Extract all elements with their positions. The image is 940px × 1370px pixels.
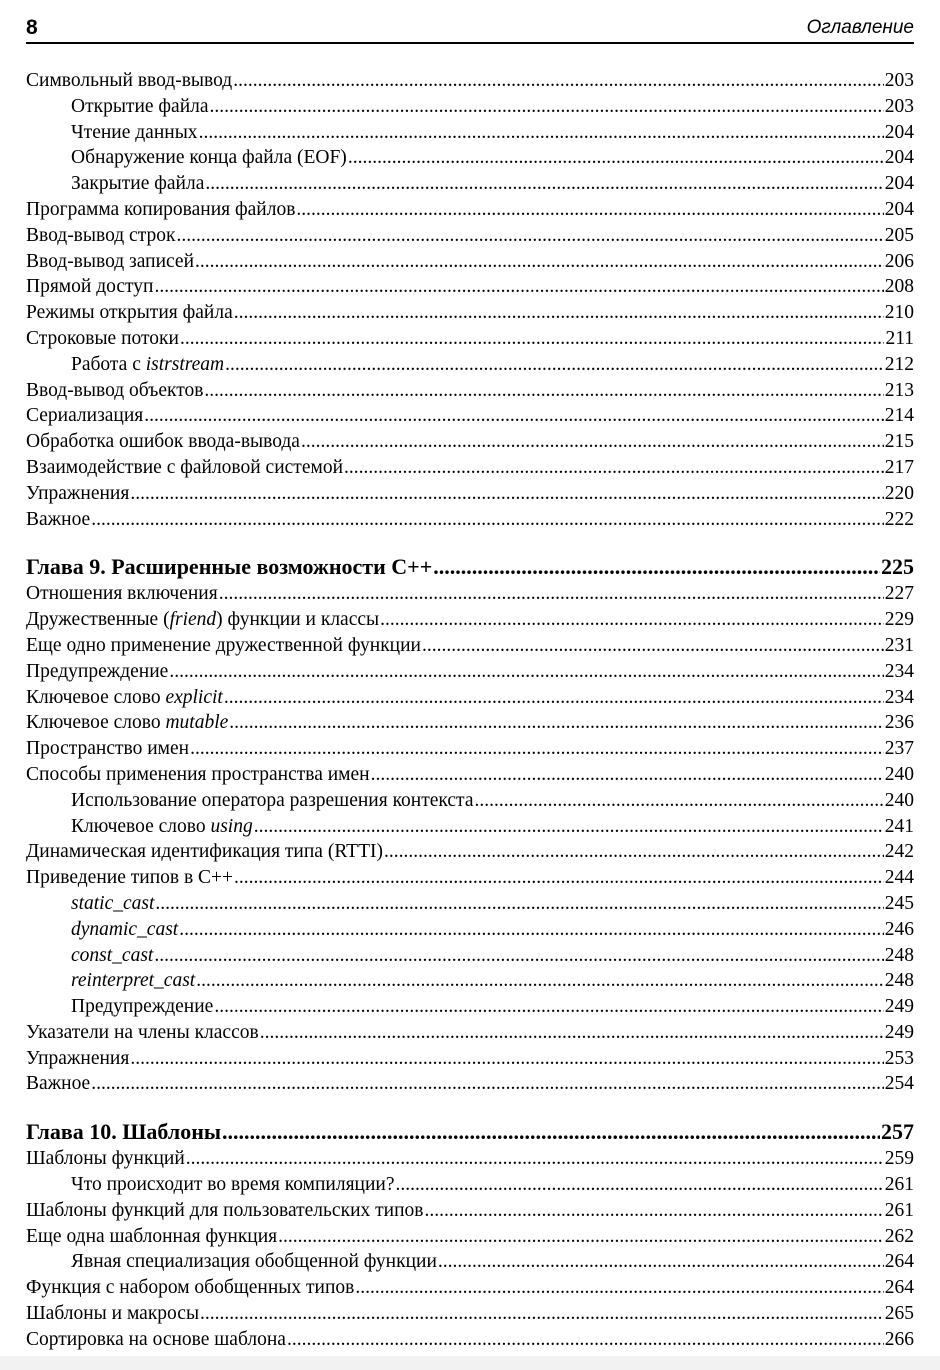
dot-leader [176, 223, 883, 249]
toc-entry-title [71, 917, 178, 943]
toc-subentry[interactable] [26, 994, 914, 1020]
toc-subentry[interactable] [26, 94, 914, 120]
dot-leader [169, 659, 883, 685]
dot-leader [214, 994, 883, 1020]
toc-entry-page: 203 [884, 95, 914, 117]
dot-leader [224, 685, 884, 711]
dot-leader [424, 1198, 883, 1224]
toc-entry-page: 217 [884, 456, 914, 478]
toc-entry-title: Взаимодействие с файловой системой [26, 456, 344, 478]
toc-subentry[interactable] [26, 891, 914, 917]
toc-entry-page: 204 [884, 173, 914, 195]
dot-leader [301, 429, 884, 455]
toc-entry-page: 241 [884, 815, 914, 837]
running-header [26, 14, 914, 44]
toc-entry[interactable] [26, 710, 914, 736]
code-term: dynamic_cast [71, 918, 179, 940]
toc-entry-page: 253 [884, 1047, 914, 1069]
toc-entry-page: 205 [884, 224, 914, 246]
dot-leader [384, 839, 884, 865]
toc-entry-title: Сериализация [26, 405, 144, 427]
dot-leader [287, 1327, 884, 1353]
toc-entry-title: Важное [26, 508, 91, 530]
toc-subentry[interactable] [26, 814, 914, 840]
toc-entry[interactable] [26, 223, 914, 249]
toc-entry-title: Ввод-вывод строк [26, 224, 176, 246]
toc-entry-title: Предупреждение [26, 660, 169, 682]
toc-entry[interactable] [26, 68, 914, 94]
toc-entry-title: Предупреждение [71, 996, 214, 1018]
toc-entry-page: 206 [884, 250, 914, 272]
dot-leader [91, 507, 884, 533]
dot-leader [433, 553, 880, 581]
toc-entry-title: Способы применения пространства имен [26, 763, 370, 785]
dot-leader [438, 1249, 884, 1275]
toc-entry-page: 229 [884, 609, 914, 631]
toc-subentry[interactable] [26, 1249, 914, 1275]
toc-subentry[interactable] [26, 120, 914, 146]
code-term: istrstream [145, 353, 225, 375]
toc-entry-page: 259 [884, 1148, 914, 1170]
dot-leader [179, 917, 884, 943]
toc-entry-page: 215 [884, 431, 914, 453]
toc-entry-title: Открытие файла [71, 95, 209, 117]
toc-page [26, 0, 914, 1370]
toc-entry-title: Сортировка на основе шаблона [26, 1328, 286, 1350]
toc-entry-title: Приведение типов в C++ [26, 867, 234, 889]
dot-leader [222, 1118, 880, 1146]
dot-leader [180, 326, 885, 352]
toc-entry-page: 249 [884, 1021, 914, 1043]
toc-entry[interactable] [26, 1146, 914, 1172]
toc-entry-title [71, 968, 195, 994]
code-term: const_cast [71, 944, 154, 966]
page-number: 8 [26, 16, 38, 39]
toc-entry-page: 240 [884, 763, 914, 785]
chapter-page: 225 [881, 554, 914, 580]
dot-leader [254, 814, 884, 840]
dot-leader [229, 710, 883, 736]
toc-entry-title [71, 352, 224, 378]
dot-leader [155, 891, 883, 917]
toc-entry[interactable] [26, 581, 914, 607]
toc-entry[interactable] [26, 249, 914, 275]
toc-entry-page: 234 [884, 660, 914, 682]
dot-leader [234, 300, 884, 326]
toc-entry[interactable] [26, 326, 914, 352]
toc-entry-page: 212 [884, 353, 914, 375]
toc-entry[interactable] [26, 429, 914, 455]
toc-entry-title-prefix: Ключевое слово [26, 686, 166, 708]
toc-entry-page: 210 [884, 302, 914, 324]
toc-entry[interactable] [26, 736, 914, 762]
dot-leader [344, 455, 884, 481]
chapter-title: Глава 9. Расширенные возможности C++ [26, 554, 433, 580]
dot-leader [144, 403, 883, 429]
toc-entry-title: Шаблоны функций [26, 1148, 185, 1170]
toc-entry-page: 248 [884, 944, 914, 966]
chapter-heading[interactable] [26, 1118, 914, 1146]
toc-entry-title: Шаблоны и макросы [26, 1303, 200, 1325]
toc-subentry[interactable] [26, 145, 914, 171]
toc-entry-title: Режимы открытия файла [26, 302, 233, 324]
toc-entry-title [71, 814, 253, 840]
toc-entry-title-prefix: Ключевое слово [71, 815, 211, 837]
chapter-spacer [26, 532, 914, 553]
toc-entry-page: 231 [884, 634, 914, 656]
dot-leader [91, 1071, 884, 1097]
code-term: friend [169, 609, 217, 631]
toc-entry[interactable] [26, 507, 914, 533]
dot-leader [130, 481, 883, 507]
toc-entry-title: Шаблоны функций для пользовательских типов [26, 1199, 424, 1221]
toc-entry-page: 220 [884, 482, 914, 504]
code-term: explicit [165, 686, 223, 708]
toc-entry[interactable] [26, 839, 914, 865]
toc-entry-page: 204 [884, 121, 914, 143]
toc-entry[interactable] [26, 455, 914, 481]
dot-leader [210, 94, 884, 120]
toc-entry-page: 246 [884, 918, 914, 940]
toc-entry-page: 262 [884, 1225, 914, 1247]
toc-entry-title: Упражнения [26, 1047, 130, 1069]
toc-entry-title: Использование оператора разрешения контекста [71, 789, 474, 811]
dot-leader [396, 1172, 884, 1198]
toc-entry-page: 237 [884, 738, 914, 760]
dot-leader [234, 865, 884, 891]
dot-leader [371, 762, 884, 788]
toc-entry-title: Чтение данных [71, 121, 198, 143]
dot-leader [196, 968, 884, 994]
toc-entry[interactable] [26, 762, 914, 788]
toc-entry[interactable] [26, 274, 914, 300]
toc-entry[interactable] [26, 481, 914, 507]
toc-entry-title-suffix: ) функции и классы [216, 609, 380, 631]
toc-entry[interactable] [26, 1046, 914, 1072]
toc-entry-title: Обнаружение конца файла (EOF) [71, 147, 347, 169]
toc-entry-title: Программа копирования файлов [26, 198, 296, 220]
toc-entry-page: 264 [884, 1277, 914, 1299]
toc-entry[interactable] [26, 403, 914, 429]
toc-entry[interactable] [26, 1327, 914, 1353]
toc-entry[interactable] [26, 1071, 914, 1097]
dot-leader [204, 378, 883, 404]
dot-leader [219, 581, 884, 607]
toc-entry-title: Явная специализация обобщенной функции [71, 1251, 437, 1273]
toc-entry-page: 236 [884, 712, 914, 734]
toc-subentry[interactable] [26, 1172, 914, 1198]
dot-leader [205, 171, 883, 197]
toc-entry-page: 234 [884, 686, 914, 708]
toc-entry-page: 240 [884, 789, 914, 811]
toc-entry-page: 208 [884, 276, 914, 298]
toc-subentry[interactable] [26, 171, 914, 197]
toc-entry-page: 227 [884, 583, 914, 605]
toc-entry-title: Еще одно применение дружественной функции [26, 634, 421, 656]
toc-entry-title: Обработка ошибок ввода-вывода [26, 431, 300, 453]
toc-entry-title: Что происходит во время компиляции? [71, 1174, 395, 1196]
toc-entry-title-prefix: Работа с [71, 353, 146, 375]
toc-entry-title: Закрытие файла [71, 173, 205, 195]
dot-leader [154, 274, 883, 300]
toc-entry-page: 261 [884, 1199, 914, 1221]
toc-entry-title: Динамическая идентификация типа (RTTI) [26, 841, 383, 863]
toc-entry-page: 242 [884, 841, 914, 863]
toc-entry-page: 213 [884, 379, 914, 401]
toc-subentry[interactable] [26, 788, 914, 814]
toc-entry-page: 264 [884, 1251, 914, 1273]
toc-entry-page: 214 [884, 405, 914, 427]
page-bottom-edge [0, 1356, 940, 1370]
toc-entry-title: Прямой доступ [26, 276, 154, 298]
toc-subentry[interactable] [26, 943, 914, 969]
dot-leader [296, 197, 883, 223]
dot-leader [190, 736, 884, 762]
running-title: Оглавление [806, 17, 914, 38]
toc-entry-title: Указатели на члены классов [26, 1021, 259, 1043]
toc-entry[interactable] [26, 1301, 914, 1327]
toc-entry-title: Символьный ввод-вывод [26, 70, 233, 91]
toc-entry-page: 211 [885, 327, 914, 349]
toc-subentry[interactable] [26, 917, 914, 943]
toc-entry-page: 204 [884, 147, 914, 169]
chapter-heading[interactable] [26, 553, 914, 581]
dot-leader [355, 1275, 883, 1301]
toc-entry-page: 265 [884, 1303, 914, 1325]
toc-entry[interactable] [26, 378, 914, 404]
chapter-title: Глава 10. Шаблоны [26, 1119, 222, 1145]
toc-entry-title: Ввод-вывод записей [26, 250, 195, 272]
toc-entry[interactable] [26, 300, 914, 326]
toc-entry[interactable] [26, 865, 914, 891]
toc-entry-page: 249 [884, 996, 914, 1018]
toc-entry-title-prefix: Дружественные ( [26, 609, 170, 631]
table-of-contents [26, 68, 914, 1353]
toc-entry[interactable] [26, 197, 914, 223]
dot-leader [130, 1046, 883, 1072]
dot-leader [233, 68, 884, 94]
toc-entry[interactable] [26, 633, 914, 659]
dot-leader [199, 120, 884, 146]
dot-leader [154, 943, 883, 969]
chapter-spacer [26, 1097, 914, 1118]
toc-entry-title: Еще одна шаблонная функция [26, 1225, 278, 1247]
toc-entry[interactable] [26, 659, 914, 685]
toc-entry-page: 204 [884, 198, 914, 220]
toc-entry-title: Важное [26, 1073, 91, 1095]
toc-entry[interactable] [26, 1020, 914, 1046]
code-term: static_cast [71, 892, 155, 914]
toc-entry-title-prefix: Ключевое слово [26, 712, 166, 734]
toc-entry-title: Пространство имен [26, 738, 190, 760]
toc-entry[interactable] [26, 685, 914, 711]
toc-entry-title: Упражнения [26, 482, 130, 504]
dot-leader [200, 1301, 884, 1327]
code-term: reinterpret_cast [71, 970, 196, 992]
toc-entry-title [26, 607, 379, 633]
toc-entry-page: 266 [884, 1328, 914, 1350]
code-term: mutable [165, 712, 229, 734]
toc-subentry[interactable] [26, 352, 914, 378]
toc-entry-title [71, 891, 154, 917]
toc-entry-page: 244 [884, 867, 914, 889]
toc-entry-page: 222 [884, 508, 914, 530]
toc-entry-page: 248 [884, 970, 914, 992]
toc-entry[interactable] [26, 1198, 914, 1224]
toc-entry-title: Функция с набором обобщенных типов [26, 1277, 355, 1299]
toc-entry-title [26, 710, 228, 736]
dot-leader [195, 249, 884, 275]
dot-leader [278, 1224, 884, 1250]
dot-leader [422, 633, 884, 659]
toc-subentry[interactable] [26, 968, 914, 994]
toc-entry-page: 254 [884, 1073, 914, 1095]
toc-entry-page: 261 [884, 1174, 914, 1196]
dot-leader [260, 1020, 884, 1046]
dot-leader [348, 145, 884, 171]
toc-entry-page: 245 [884, 892, 914, 914]
toc-entry-title: Ввод-вывод объектов [26, 379, 204, 401]
toc-entry-title [71, 943, 153, 969]
dot-leader [186, 1146, 884, 1172]
toc-entry[interactable] [26, 1224, 914, 1250]
toc-entry-title: Строковые потоки [26, 327, 179, 349]
dot-leader [474, 788, 883, 814]
toc-entry-title [26, 685, 223, 711]
toc-entry-title: Отношения включения [26, 583, 218, 605]
code-term: using [210, 815, 253, 837]
dot-leader [380, 607, 884, 633]
toc-entry-page: 203 [884, 70, 914, 91]
chapter-page: 257 [881, 1119, 914, 1145]
toc-entry[interactable] [26, 607, 914, 633]
toc-entry[interactable] [26, 1275, 914, 1301]
dot-leader [225, 352, 884, 378]
